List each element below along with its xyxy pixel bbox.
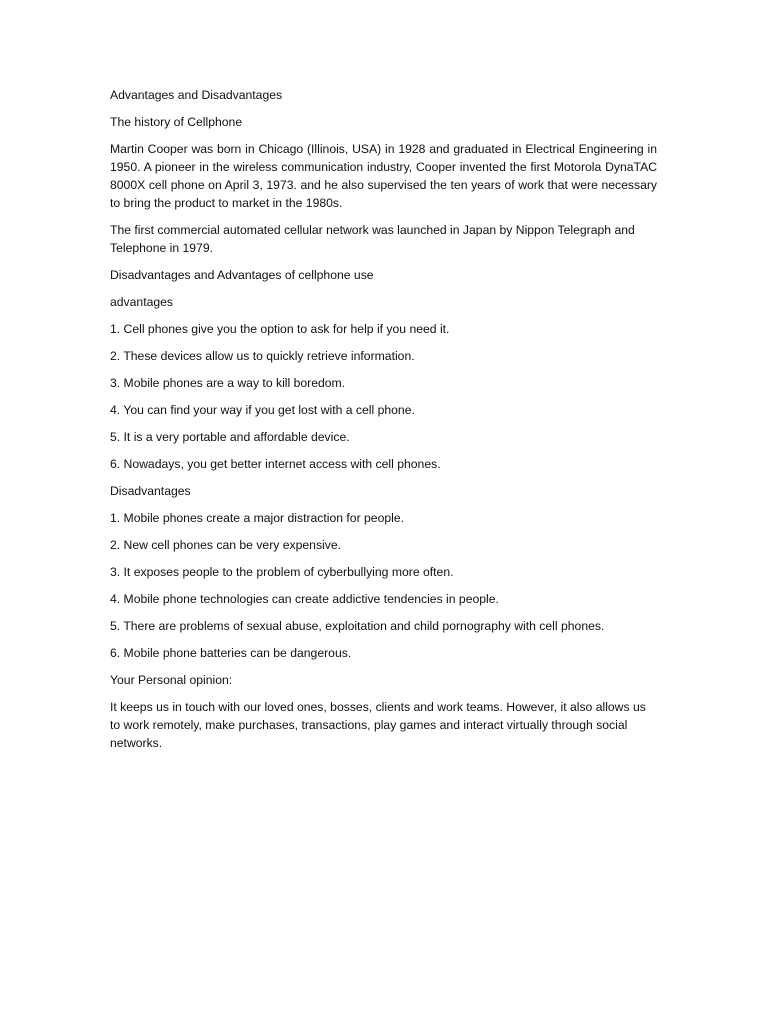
advantage-item: 1. Cell phones give you the option to ask for help if you need it. — [110, 322, 450, 336]
history-heading: The history of Cellphone — [110, 115, 243, 129]
advantage-item: 3. Mobile phones are a way to kill boredom. — [110, 376, 346, 390]
disadvantage-item: 5. There are problems of sexual abuse, exploitation and child pornography with cell phones. — [110, 619, 605, 633]
advantage-item: 2. These devices allow us to quickly retrieve information. — [110, 349, 415, 363]
advantage-item: 4. You can find your way if you get lost with a cell phone. — [110, 403, 415, 417]
disadvantages-heading: Disadvantages — [110, 484, 191, 498]
document-body — [110, 86, 657, 761]
opinion-heading: Your Personal opinion: — [110, 673, 233, 687]
disadvantage-item: 2. New cell phones can be very expensive. — [110, 538, 342, 552]
advantages-heading: advantages — [110, 295, 174, 309]
advantage-item: 5. It is a very portable and affordable device. — [110, 430, 350, 444]
disadvantage-item: 6. Mobile phone batteries can be dangerous. — [110, 646, 352, 660]
history-paragraph-2: The first commercial automated cellular network was launched in Japan by Nippon Telegraph and Telephone in 1979. — [110, 223, 635, 255]
disadvantage-item: 1. Mobile phones create a major distraction for people. — [110, 511, 405, 525]
use-heading: Disadvantages and Advantages of cellphone use — [110, 268, 374, 282]
disadvantage-item: 4. Mobile phone technologies can create addictive tendencies in people. — [110, 592, 499, 606]
disadvantage-item: 3. It exposes people to the problem of cyberbullying more often. — [110, 565, 454, 579]
document-title: Advantages and Disadvantages — [110, 88, 283, 102]
history-paragraph-1: Martin Cooper was born in Chicago (Illinois, USA) in 1928 and graduated in Electrical Engineering in 1950. A pioneer in the wireless communication industry, Cooper invented the first Motorola DynaTAC 8000X cell phone on April 3, 1973. and he also supervised the ten years of work that were necessary to bring the product to market in the 1980s. — [110, 142, 657, 210]
advantage-item: 6. Nowadays, you get better internet access with cell phones. — [110, 457, 441, 471]
opinion-paragraph: It keeps us in touch with our loved ones, bosses, clients and work teams. However, it also allows us to work remotely, make purchases, transactions, play games and interact virtually through social networks. — [110, 700, 646, 750]
